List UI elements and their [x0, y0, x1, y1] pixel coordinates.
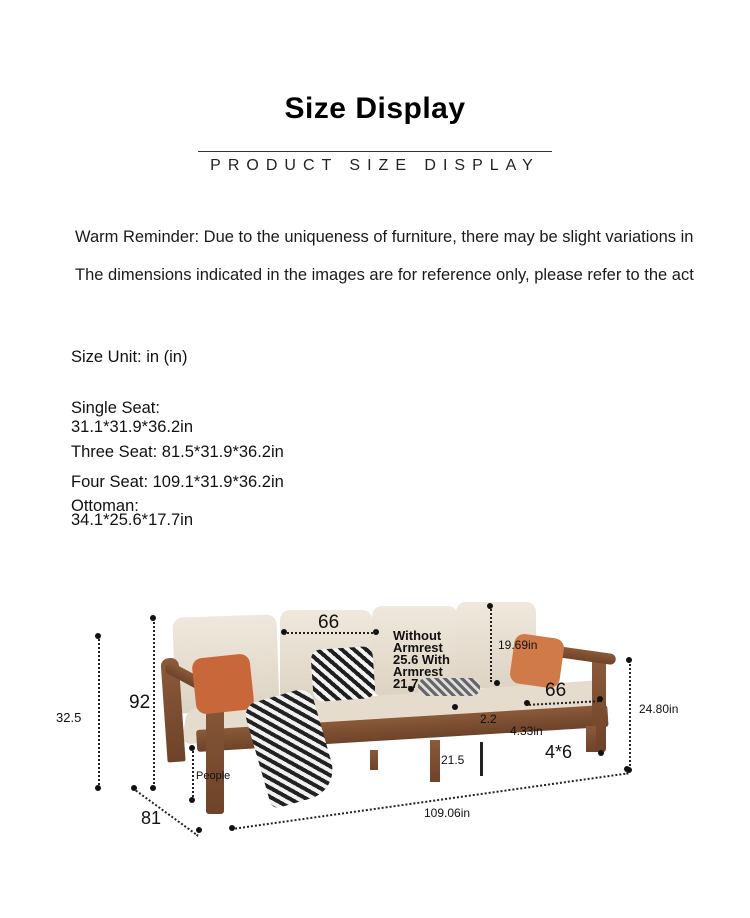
single-seat-value: 31.1*31.9*36.2in [71, 418, 194, 436]
people-label: People [196, 770, 231, 782]
dimension-dot [452, 704, 458, 710]
sofa-leg [430, 740, 440, 782]
leg-size-label: 4*6 [545, 742, 573, 762]
page-subtitle: PRODUCT SIZE DISPLAY [210, 157, 540, 174]
dimension-dot [524, 700, 530, 706]
leg-height-label: 21.5 [441, 753, 465, 767]
reminder-line-2: The dimensions indicated in the images are for reference only, please refer to the act [75, 266, 694, 284]
dimension-dot [598, 750, 604, 756]
single-seat-label: Single Seat: [71, 399, 160, 417]
armrest-note [393, 630, 450, 690]
depth-label: 81 [141, 808, 162, 828]
dimension-dot [150, 615, 156, 621]
gap-label: 2.2 [480, 712, 497, 726]
dimension-dot [95, 633, 101, 639]
dimension-dot [281, 629, 287, 635]
dimension-dot [624, 766, 630, 772]
left-height-label: 32.5 [56, 710, 82, 725]
seat-width-label: 66 [318, 612, 340, 633]
size-unit: Size Unit: in (in) [71, 348, 188, 366]
dimension-dot [626, 657, 632, 663]
leg-spacing-label: 4.33in [510, 724, 543, 738]
armrest-note-line: Armrest [393, 640, 443, 655]
four-seat-spec: Four Seat: 109.1*31.9*36.2in [71, 473, 284, 491]
dimension-dot [494, 680, 500, 686]
ottoman-label: Ottoman: [71, 497, 139, 515]
sofa-illustration [0, 590, 750, 918]
dimension-dot [95, 785, 101, 791]
dimension-dot [229, 825, 235, 831]
right-height-label: 24.80in [639, 702, 679, 716]
dimension-dot [131, 785, 137, 791]
armrest-note-line: 25.6 With [393, 652, 450, 667]
orange-pillow [191, 653, 255, 715]
seat-width-label-2: 66 [545, 680, 567, 701]
sofa-leg [586, 726, 596, 752]
leg-height-line [480, 742, 483, 776]
people-line [192, 748, 194, 800]
armrest-note-line: Armrest [393, 664, 443, 679]
back-cushion-line [490, 606, 492, 682]
back-height-line [153, 618, 155, 788]
dimension-dot [373, 629, 379, 635]
armrest-note-line: Without [393, 628, 442, 643]
sofa-leg [370, 750, 378, 770]
back-height-label: 92 [129, 692, 151, 713]
dimension-dot [189, 745, 195, 751]
back-cushion-label: 19.69in [498, 638, 538, 652]
armrest-note-line: 21.7 [393, 676, 419, 691]
reminder-line-1: Warm Reminder: Due to the uniqueness of furniture, there may be slight variations in [75, 228, 694, 246]
left-height-line [98, 636, 100, 788]
dimension-dot [487, 603, 493, 609]
dimension-dot [597, 696, 603, 702]
dimension-dot [189, 797, 195, 803]
three-seat-spec: Three Seat: 81.5*31.9*36.2in [71, 443, 284, 461]
right-height-line [629, 660, 631, 770]
dimension-dot [196, 827, 202, 833]
dimension-dot [150, 785, 156, 791]
ottoman-value: 34.1*25.6*17.7in [71, 511, 194, 529]
title-divider [198, 151, 552, 152]
houndstooth-pillow [310, 646, 375, 702]
page-title: Size Display [284, 92, 466, 125]
total-width-label: 109.06in [424, 806, 471, 820]
